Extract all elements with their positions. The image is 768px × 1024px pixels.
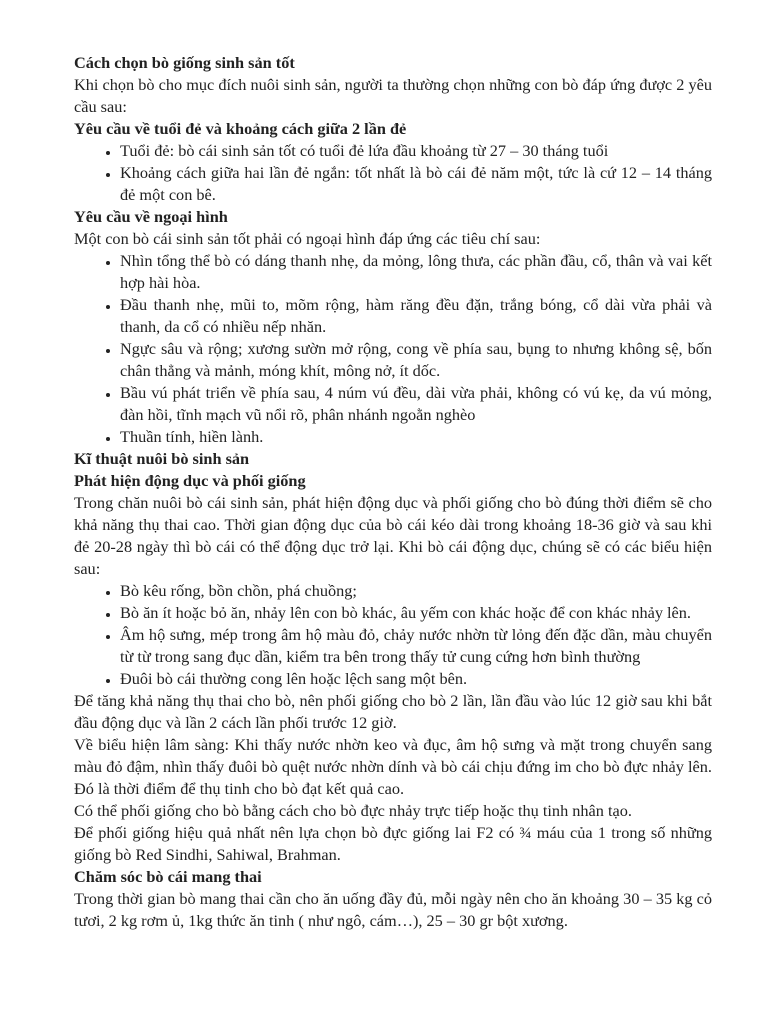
heading-calving-age: Yêu cầu về tuổi đẻ và khoảng cách giữa 2 lần đẻ [74,119,407,138]
list-calving-requirements [74,140,712,206]
paragraph-clinical-signs: Về biểu hiện lâm sàng: Khi thấy nước nhờn keo và đục, âm hộ sưng và mặt trong chuyển sang màu đỏ đậm, nhìn thấy đuôi bò quệt nước nhờn dính và bò cái chịu đứng im cho bò đực nhảy lên. Đó là thời điểm để thụ tinh cho bò đạt kết quả cao. [74,735,712,798]
heading-appearance: Yêu cầu về ngoại hình [74,207,228,226]
paragraph-appearance-intro: Một con bò cái sinh sản tốt phải có ngoại hình đáp ứng các tiêu chí sau: [74,229,541,248]
list-item: • Bầu vú phát triển về phía sau, 4 núm vú đều, dài vừa phải, không có vú kẹ, da vú mỏng, đàn hồi, tĩnh mạch vũ nổi rõ, phân nhánh ngoằn nghèo [120,382,712,426]
paragraph-breed-selection: Để phối giống hiệu quả nhất nên lựa chọn bò đực giống lai F2 có ¾ máu của 1 trong số những giống bò Red Sindhi, Sahiwal, Brahman. [74,823,712,864]
list-item: • Bò kêu rống, bồn chồn, phá chuồng; [120,580,712,602]
list-item: • Thuần tính, hiền lành. [120,426,712,448]
list-item: • Đuôi bò cái thường cong lên hoặc lệch sang một bên. [120,668,712,690]
list-item: • Âm hộ sưng, mép trong âm hộ màu đỏ, chảy nước nhờn từ lỏng đến đặc dần, màu chuyển từ từ trong sang đục dần, kiểm tra bên trong thấy tử cung cứng hơn bình thường [120,624,712,668]
list-appearance-criteria [74,250,712,448]
paragraph-intro: Khi chọn bò cho mục đích nuôi sinh sản, người ta thường chọn những con bò đáp ứng được 2 yêu cầu sau: [74,75,712,116]
paragraph-breeding-methods: Có thể phối giống cho bò bằng cách cho bò đực nhảy trực tiếp hoặc thụ tinh nhân tạo. [74,801,632,820]
paragraph-estrus: Trong chăn nuôi bò cái sinh sản, phát hiện động dục và phối giống cho bò đúng thời điểm sẽ cho khả năng thụ thai cao. Thời gian động dục của bò cái kéo dài trong khoảng 18-36 giờ và sau khi đẻ 20-28 ngày thì bò cái có thể động dục trở lại. Khi bò cái động dục, chúng sẽ có các biểu hiện sau: [74,493,712,578]
heading-raising-technique: Kĩ thuật nuôi bò sinh sản [74,449,250,468]
list-estrus-signs [74,580,712,690]
paragraph-breeding-times: Để tăng khả năng thụ thai cho bò, nên phối giống cho bò 2 lần, lần đầu vào lúc 12 giờ sau khi bắt đầu động dục và lần 2 cách lần phối trước 12 giờ. [74,691,712,732]
list-item: • Đầu thanh nhẹ, mũi to, mõm rộng, hàm răng đều đặn, trắng bóng, cổ dài vừa phải và thanh, da cổ có nhiều nếp nhăn. [120,294,712,338]
heading-estrus-detection: Phát hiện động dục và phối giống [74,471,306,490]
list-item: • Tuổi đẻ: bò cái sinh sản tốt có tuổi đẻ lứa đầu khoảng từ 27 – 30 tháng tuổi [120,140,712,162]
list-item: • Ngực sâu và rộng; xương sườn mở rộng, cong về phía sau, bụng to nhưng không sệ, bốn chân thẳng và mảnh, móng khít, mông nở, ít dốc. [120,338,712,382]
paragraph-pregnant-feeding: Trong thời gian bò mang thai cần cho ăn uống đầy đủ, mỗi ngày nên cho ăn khoảng 30 – 35 kg cỏ tươi, 2 kg rơm ủ, 1kg thức ăn tinh ( như ngô, cám…), 25 – 30 gr bột xương. [74,889,712,930]
heading-pregnant-cow-care: Chăm sóc bò cái mang thai [74,867,262,886]
heading-choose-breeding-cow: Cách chọn bò giống sinh sản tốt [74,53,295,72]
list-item: • Khoảng cách giữa hai lần đẻ ngắn: tốt nhất là bò cái đẻ năm một, tức là cứ 12 – 14 tháng đẻ một con bê. [120,162,712,206]
list-item: • Bò ăn ít hoặc bỏ ăn, nhảy lên con bò khác, âu yếm con khác hoặc để con khác nhảy lên. [120,602,712,624]
document-body [74,52,712,932]
list-item: • Nhìn tổng thể bò có dáng thanh nhẹ, da mỏng, lông thưa, các phần đầu, cổ, thân và vai kết hợp hài hòa. [120,250,712,294]
